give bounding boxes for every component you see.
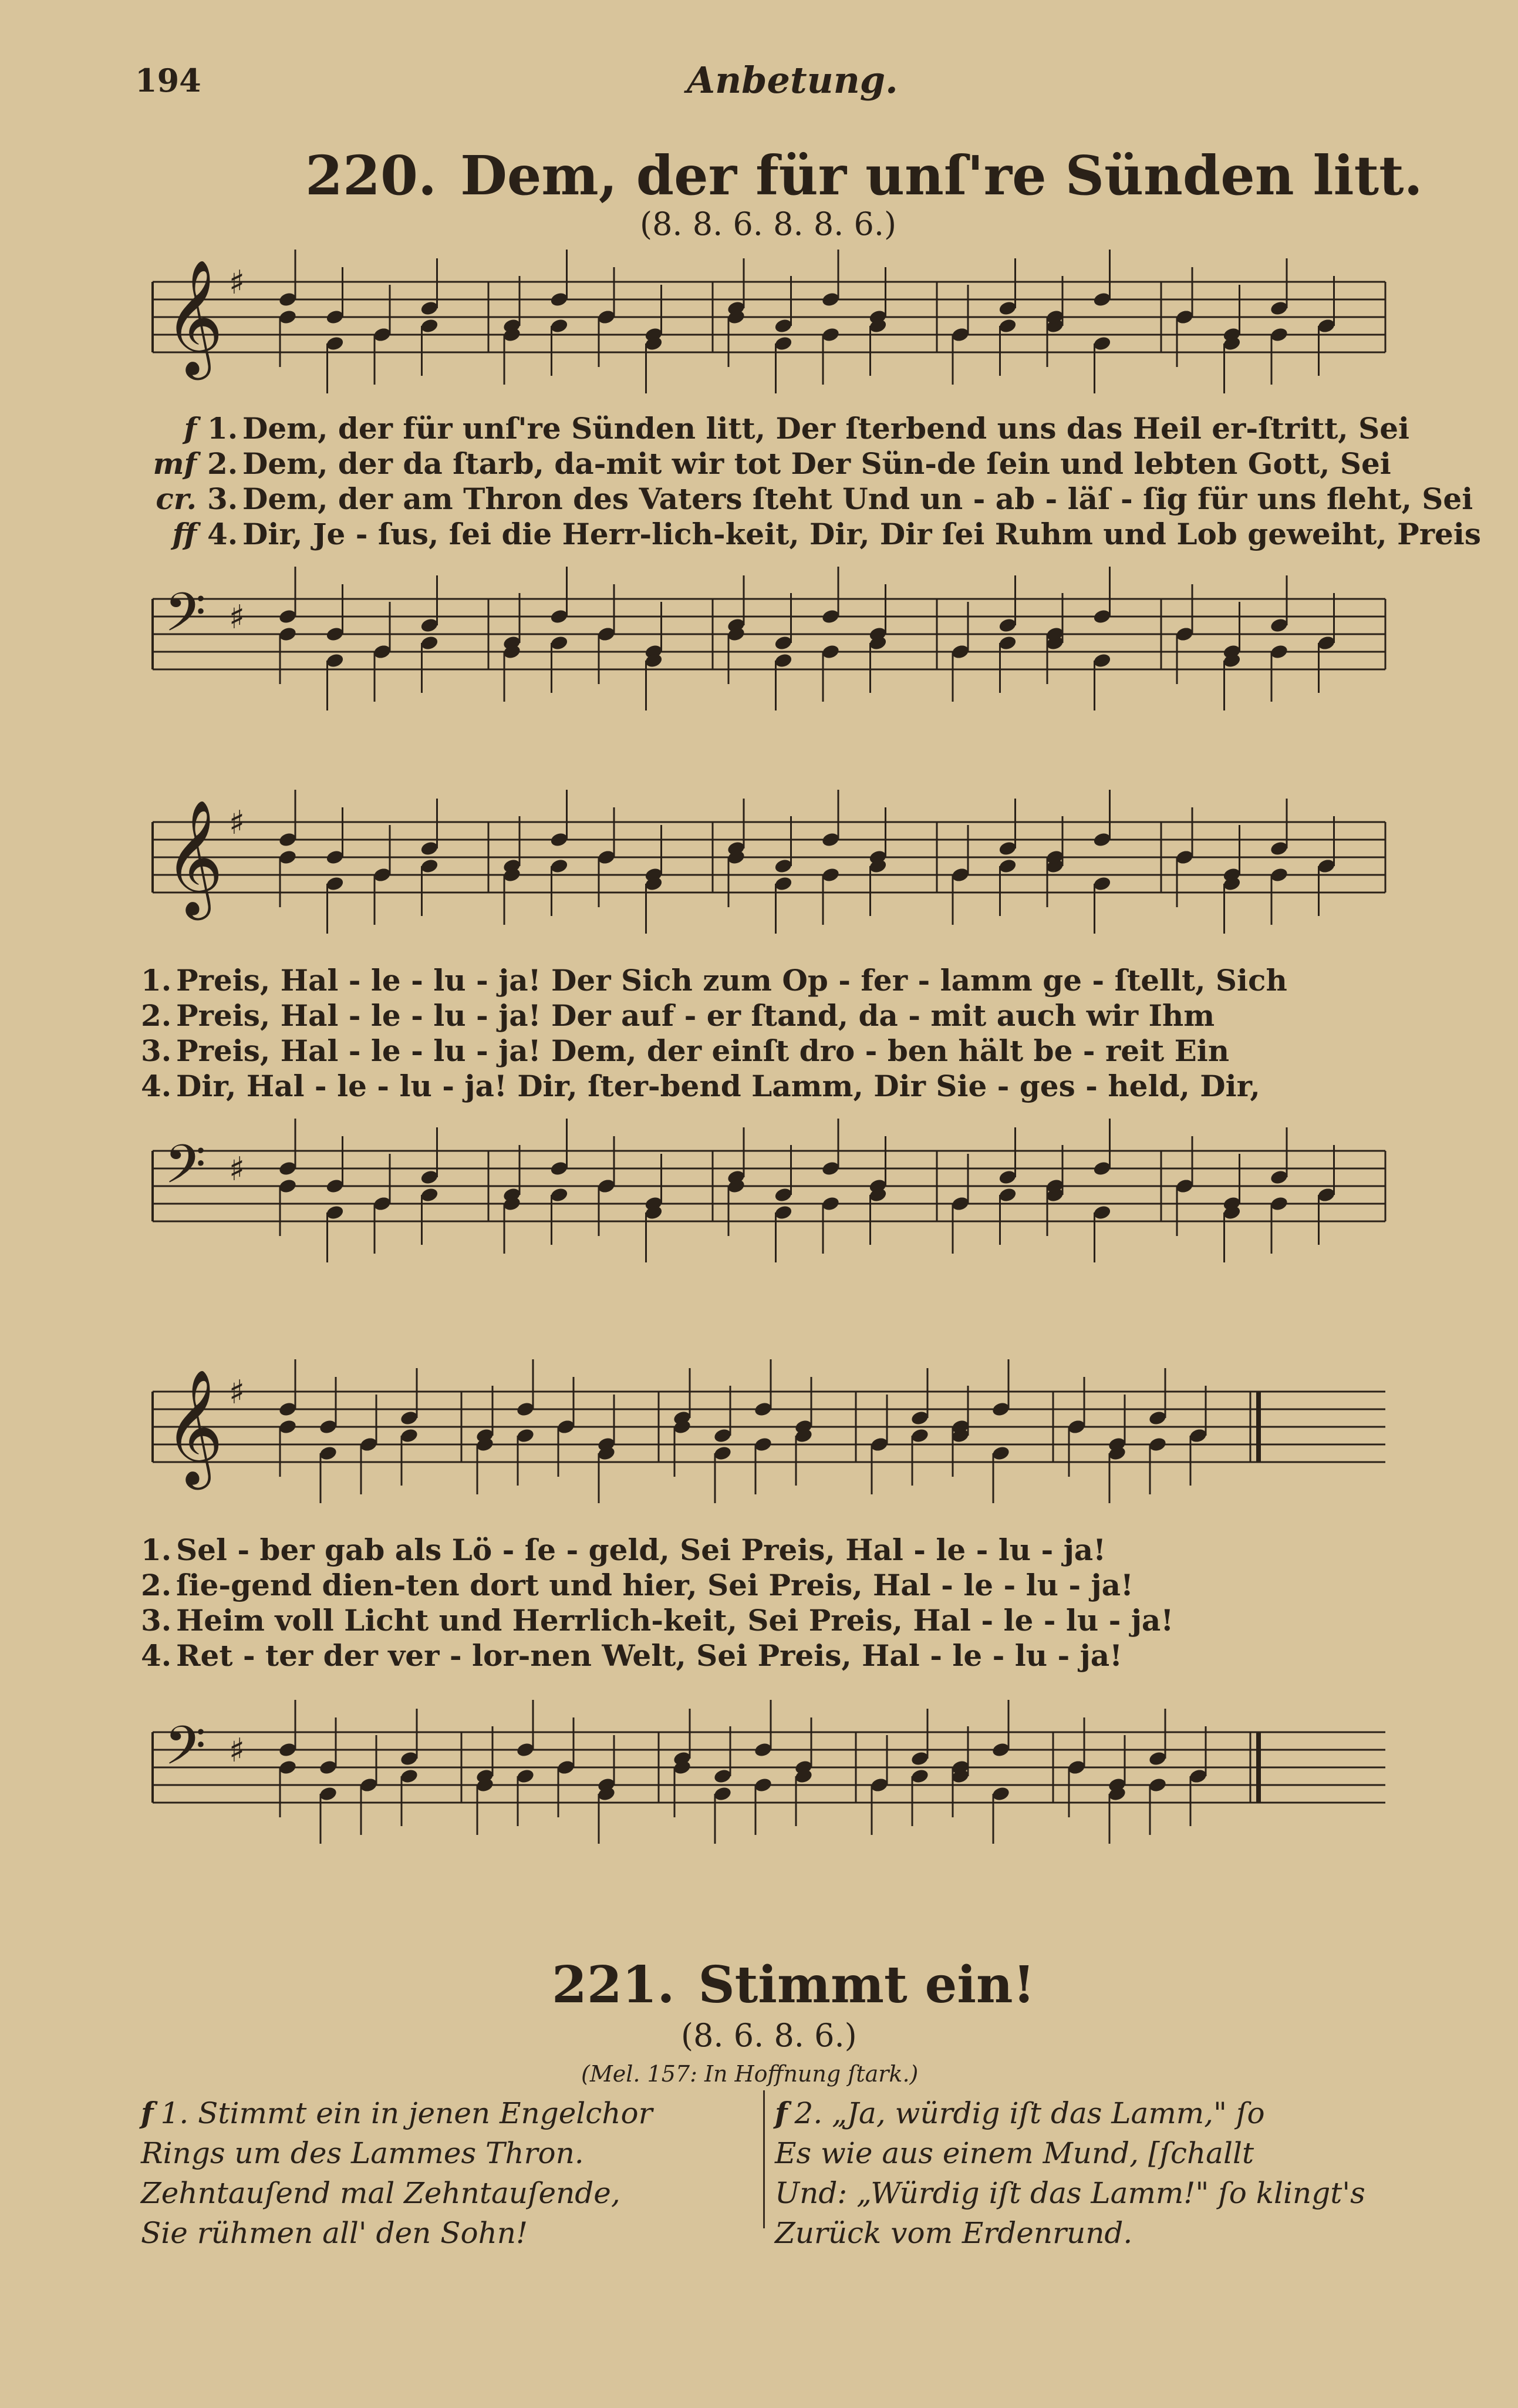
treble-clef-icon: 𝄞 xyxy=(164,1369,224,1485)
music-system-1 xyxy=(141,247,1482,722)
verse-line: 4. Ret - ter der ver - lor-nen Welt, Sei Preis, Hal - le - lu - ja! xyxy=(141,1638,1123,1673)
hymn-220-title: Dem, der für unſ're Sünden litt. xyxy=(460,144,1423,207)
verse-line: f 1. Stimmt ein in jenen Engelchor xyxy=(141,2096,653,2130)
verse-column-2 xyxy=(775,2093,1365,2253)
bass-staff xyxy=(141,1116,1391,1268)
bass-clef-icon: 𝄢 xyxy=(164,1715,206,1790)
treble-staff xyxy=(141,787,1391,939)
treble-clef-icon: 𝄞 xyxy=(164,259,224,375)
sharp-icon: ♯ xyxy=(229,264,245,302)
verse-line: mf 2. Dem, der da ſtarb, da-mit wir tot Der Sün-de ſein und lebten Gott, Sei xyxy=(153,446,1391,481)
bass-clef-icon: 𝄢 xyxy=(164,581,206,656)
verse-line: 4. Dir, Hal - le - lu - ja! Dir, ſter-bend Lamm, Dir Sie - ges - held, Dir, xyxy=(141,1069,1260,1103)
hymn-220-heading xyxy=(305,144,1423,207)
hymn-221-number: 221. xyxy=(552,1955,675,2015)
verse-line: 2. Preis, Hal - le - lu - ja! Der auf - er ſtand, da - mit auch wir Ihm xyxy=(141,998,1215,1033)
verse-line: ff 4. Dir, Je - ſus, ſei die Herr-lich-keit, Dir, Dir ſei Ruhm und Lob geweiht, Preis xyxy=(172,517,1482,551)
verse-line: f 2. „Ja, würdig iſt das Lamm," ſo xyxy=(775,2096,1265,2130)
hymn-221-heading xyxy=(552,1955,1035,2015)
bass-staff xyxy=(141,1697,1391,1850)
sharp-icon: ♯ xyxy=(229,804,245,842)
sharp-icon: ♯ xyxy=(229,1150,245,1188)
verse-line: 2. ſie-gend dien-ten dort und hier, Sei Preis, Hal - le - lu - ja! xyxy=(141,1568,1134,1602)
verse-line: 3. Preis, Hal - le - lu - ja! Dem, der einſt dro - ben hält be - reit Ein xyxy=(141,1033,1230,1068)
verse-line: Zehntauſend mal Zehntauſende, xyxy=(141,2176,620,2210)
music-system-3 xyxy=(141,1356,1391,1855)
hymn-221-meter: (8. 6. 8. 6.) xyxy=(681,2017,857,2054)
verse-line: 1. Sel - ber gab als Lö - ſe - geld, Sei Preis, Hal - le - lu - ja! xyxy=(141,1533,1107,1567)
running-title: Anbetung. xyxy=(687,59,898,102)
treble-staff xyxy=(141,1356,1391,1509)
sharp-icon: ♯ xyxy=(229,598,245,636)
treble-clef-icon: 𝄞 xyxy=(164,799,224,915)
treble-staff xyxy=(141,247,1391,399)
bass-clef-icon: 𝄢 xyxy=(164,1133,206,1208)
melody-note: (Mel. 157: In Hoffnung ſtark.) xyxy=(581,2061,919,2087)
verse-line: Zurück vom Erdenrund. xyxy=(775,2216,1133,2250)
verse-line: Sie rühmen all' den Sohn! xyxy=(141,2216,528,2250)
sharp-icon: ♯ xyxy=(229,1373,245,1412)
verse-line: f 1. Dem, der für unſ're Sünden litt, Der ſterbend uns das Heil er-ſtritt, Sei xyxy=(184,411,1410,446)
sharp-icon: ♯ xyxy=(229,1732,245,1770)
page-number: 194 xyxy=(135,62,201,99)
verse-line: Rings um des Lammes Thron. xyxy=(141,2136,584,2170)
hymn-221-title: Stimmt ein! xyxy=(698,1955,1035,2015)
verse-line: 3. Heim voll Licht und Herrlich-keit, Sei Preis, Hal - le - lu - ja! xyxy=(141,1603,1174,1638)
verse-line: Es wie aus einem Mund, [ſchallt xyxy=(775,2136,1254,2170)
verse-line: cr. 3. Dem, der am Thron des Vaters ſteht Und un - ab - läſ - ſig für uns fleht, Sei xyxy=(156,481,1473,516)
hymn-220-meter: (8. 8. 6. 8. 8. 6.) xyxy=(640,206,897,243)
verse-column-1 xyxy=(141,2093,653,2253)
hymn-220-number: 220. xyxy=(305,144,437,207)
column-divider xyxy=(763,2090,765,2228)
verse-line: 1. Preis, Hal - le - lu - ja! Der Sich zum Op - fer - lamm ge - ſtellt, Sich xyxy=(141,963,1287,998)
music-system-2 xyxy=(141,787,1391,1274)
verse-line: Und: „Würdig iſt das Lamm!" ſo klingt's xyxy=(775,2176,1365,2210)
bass-staff xyxy=(141,564,1391,716)
